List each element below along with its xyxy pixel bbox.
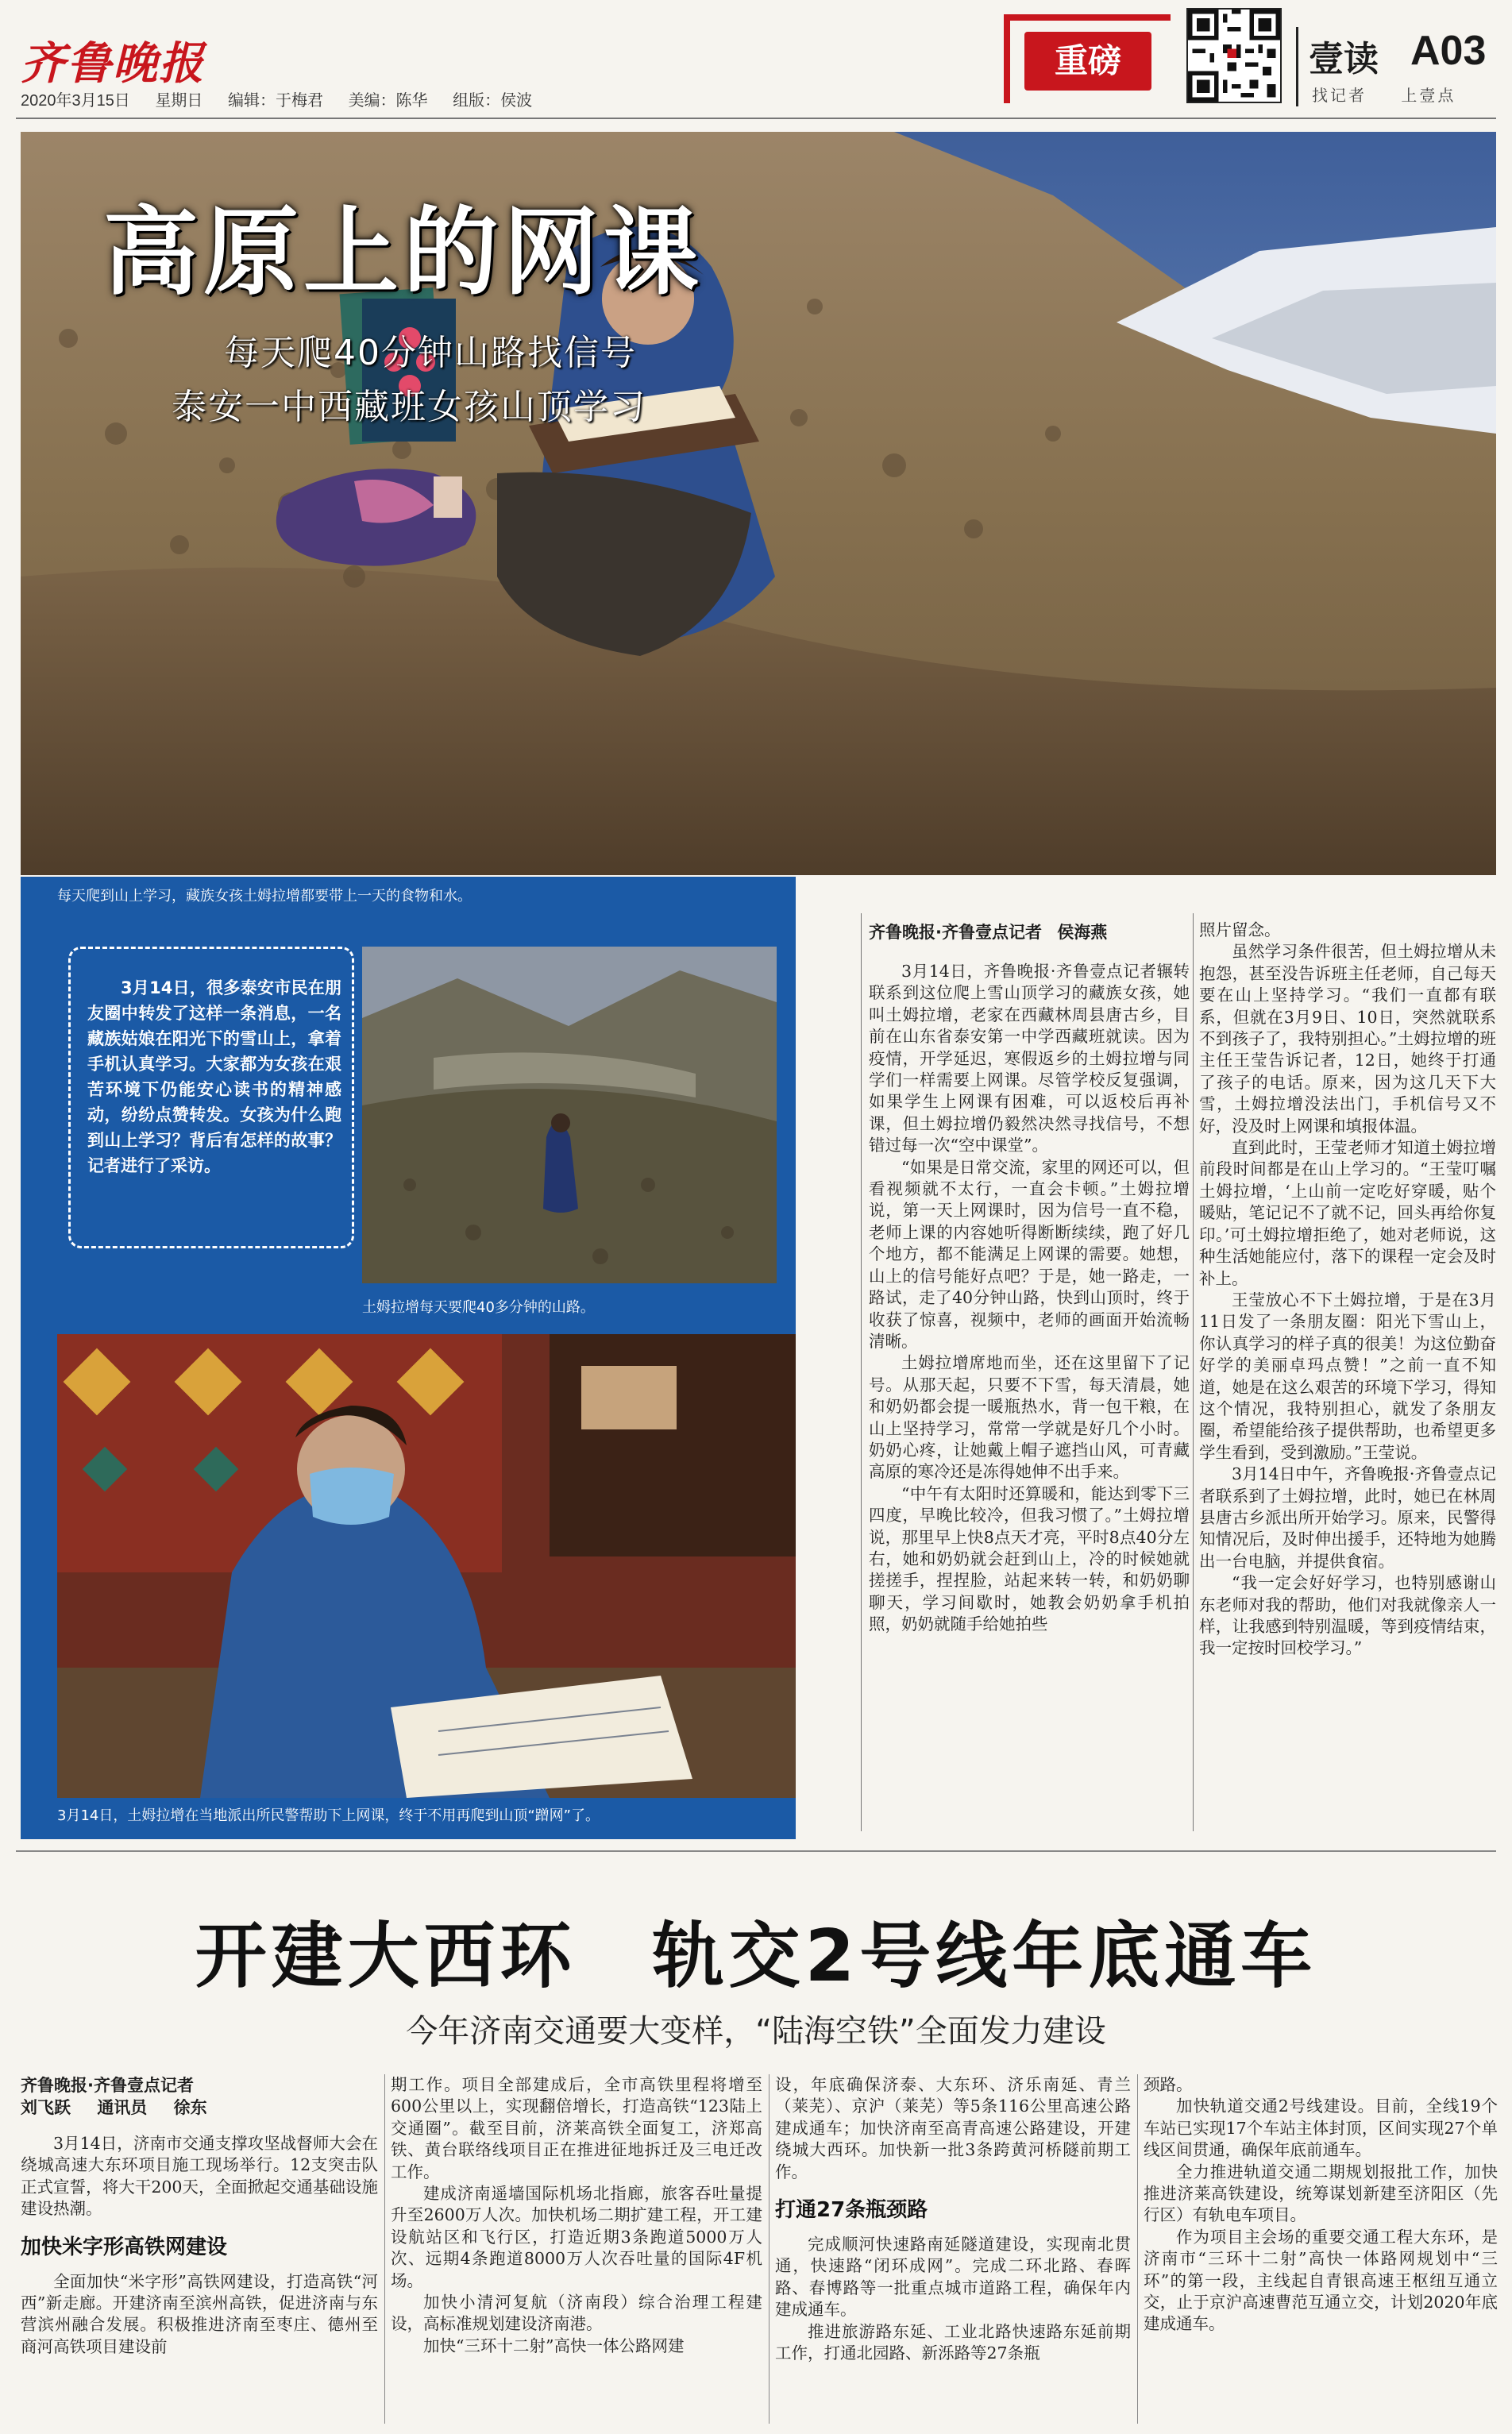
- intro-text: 3月14日，很多泰安市民在朋友圈中转发了这样一条消息，一名藏族姑娘在阳光下的雪山上，拿着手机认真学习。大家都为女孩在艰苦环境下仍能安心读书的精神感动，纷纷点赞转发。女孩为什么跑到山上学习？背后有怎样的故事？记者进行了采访。: [87, 978, 341, 1175]
- issue-weekday: 星期日: [155, 92, 203, 110]
- article1-column-1: [869, 961, 1190, 1636]
- paragraph: 土姆拉增席地而坐，还在这里留下了记号。从那天起，只要不下雪，每天清晨，她和奶奶都会提一暖瓶热水，背一包干粮，在山上坚持学习，常常一学就是好几个小时。奶奶心疼，让她戴上帽子遮挡山风，可青藏高原的寒冷还是冻得她伸不出手来。: [869, 1353, 1190, 1482]
- reporter-name: 刘飞跃: [21, 2098, 71, 2117]
- art-editor-credit: 美编：陈华: [348, 92, 428, 110]
- newspaper-logo: 齐鲁晚报: [21, 37, 205, 90]
- paragraph: 全面加快“米字形”高铁网建设，打造高铁“河西”新走廊。开建济南至滨州高铁，促进济南与东营滨州融合发展。积极推进济南至枣庄、德州至商河高铁项目建设前: [21, 2271, 378, 2356]
- paragraph: 加快轨道交通2号线建设。目前，全线19个车站已实现17个车站主体封顶，区间实现27个单线区间贯通，确保年底前通车。: [1144, 2096, 1498, 2160]
- paragraph: 颈路。: [1144, 2075, 1193, 2094]
- correspondent-name: 徐东: [173, 2098, 207, 2117]
- paragraph: 虽然学习条件很苦，但土姆拉增从未抱怨，甚至没告诉班主任老师，自己每天要在山上坚持学习。“我们一直都有联系，但就在3月9日、10日，突然就联系不到孩子了，我特别担心。”土姆拉增的班主任王莹告诉记者，12日，她终于打通了孩子的电话。原来，因为这几天下大雪，土姆拉增没法出门，手机信号又不好，没及时上网课和填报体温。: [1199, 942, 1496, 1136]
- masthead-rule: [16, 118, 1496, 119]
- issue-date: 2020年3月15日: [21, 92, 130, 110]
- qr-code-icon: [1186, 8, 1282, 103]
- paragraph: 全力推进轨道交通二期规划报批工作，加快推进济莱高铁建设，统筹谋划新建至济阳区（先行区）有轨电车项目。: [1144, 2162, 1498, 2225]
- police-station-caption: 3月14日，土姆拉增在当地派出所民警帮助下上网课，终于不用再爬到山顶“蹭网”了。: [57, 1807, 600, 1824]
- paragraph: “中午有太阳时还算暖和，能达到零下三四度，早晚比较冷，但我习惯了。”土姆拉增说，那里早上快8点天才亮，平时8点40分左右，她和奶奶就会赶到山上，冷的时候她就搓搓手，捏捏脸，站起来转一转，和奶奶聊聊天，学习间歇时，她教会奶奶拿手机拍照，奶奶就随手给她拍些: [869, 1483, 1190, 1634]
- mountain-path-caption: 土姆拉增每天要爬40多分钟的山路。: [362, 1299, 595, 1316]
- slogan-left: 找记者: [1312, 86, 1367, 105]
- paragraph: 加快“三环十二射”高快一体公路网建: [423, 2336, 685, 2355]
- article2-subhead-1: 加快米字形高铁网建设: [21, 2235, 228, 2259]
- article-separator: [16, 1850, 1496, 1852]
- police-station-photo: [57, 1334, 796, 1798]
- paragraph: 王莹放心不下土姆拉增，于是在3月11日发了一条朋友圈：阳光下雪山上，你认真学习的样子真的很美！为这位勤奋好学的美丽卓玛点赞！”之前一直不知道，她是在这么艰苦的环境下学习，得知这个情况，我特别担心，就发了条朋友圈，希望能给孩子提供帮助，也希望更多学生看到，受到激励。”王莹说。: [1199, 1290, 1496, 1462]
- paragraph: 3月14日，齐鲁晚报·齐鲁壹点记者辗转联系到这位爬上雪山顶学习的藏族女孩，她叫土姆拉增，老家在西藏林周县唐古乡，目前在山东省泰安第一中学西藏班就读。因为疫情，开学延迟，寒假返乡的土姆拉增与同学们一样需要上网课。尽管学校反复强调，如果学生上网课有困难，可以返校后再补课，但土姆拉增仍毅然决然寻找信号，不想错过每一次“空中课堂”。: [869, 962, 1190, 1155]
- paragraph: 设，年底确保济泰、大东环、济乐南延、青兰（莱芜）、京沪（莱芜）等5条116公里高速公路建成通车；加快济南至高青高速公路建设，开建绕城大西环。加快新一批3条跨黄河桥隧前期工作。: [775, 2075, 1131, 2181]
- paragraph: 作为项目主会场的重要交通工程大东环，是济南市“三环十二射”高快一体路网规划中“三环”的第一段，主线起自青银高速王枢纽互通立交，止于京沪高速曹范互通立交，计划2020年底建成通车。: [1144, 2227, 1498, 2334]
- article2-column-1: [21, 2074, 378, 2358]
- article2-lead: 3月14日，济南市交通支撑攻坚战督师大会在绕城高速大东环项目施工现场举行。12支突击队正式宣誓，将大干200天，全面掀起交通基础设施建设热潮。: [21, 2134, 378, 2219]
- hero-subtitle-1: 每天爬40分钟山路找信号: [224, 333, 637, 373]
- column-rule: [1137, 2074, 1138, 2424]
- article1-byline-name: 侯海燕: [1057, 923, 1108, 942]
- layout-editor-credit: 组版：侯波: [453, 92, 533, 110]
- article2-subheadline: 今年济南交通要大变样，“陆海空铁”全面发力建设: [406, 2013, 1106, 2050]
- hero-photo: [21, 132, 1496, 875]
- article1-column-2: [1199, 920, 1496, 1660]
- hero-subtitle-2: 泰安一中西藏班女孩山顶学习: [172, 387, 646, 427]
- column-rule: [1193, 913, 1194, 1831]
- masthead-divider: [1296, 27, 1298, 106]
- hero-title: 高原上的网课: [103, 198, 704, 308]
- article2-byline-names: [21, 2096, 378, 2119]
- dateline: [21, 87, 553, 110]
- hero-caption: 每天爬到山上学习，藏族女孩土姆拉增都要带上一天的食物和水。: [57, 888, 472, 905]
- article2-column-4: [1144, 2074, 1498, 2336]
- article1-byline: [869, 920, 1107, 943]
- paragraph: 照片留念。: [1199, 920, 1281, 939]
- paragraph: 加快小清河复航（济南段）综合治理工程建设，高标准规划建设济南港。: [391, 2293, 762, 2334]
- correspondent-label: 通讯员: [97, 2098, 148, 2117]
- article2-byline-org: 齐鲁晚报·齐鲁壹点记者: [21, 2076, 194, 2095]
- page-number: A03: [1410, 28, 1487, 74]
- section-name: 壹读: [1309, 39, 1379, 79]
- slogan-right: 上壹点: [1401, 86, 1456, 105]
- article1-byline-org: 齐鲁晚报·齐鲁壹点记者: [869, 923, 1042, 942]
- paragraph: 推进旅游路东延、工业北路快速路东延前期工作，打通北园路、新泺路等27条瓶: [775, 2321, 1131, 2363]
- paragraph: “我一定会好好学习，也特别感谢山东老师对我的帮助，他们对我就像亲人一样，让我感到特别温暖，等到疫情结束，我一定按时回校学习。”: [1199, 1573, 1496, 1658]
- mountain-path-photo: [362, 947, 777, 1283]
- paragraph: “如果是日常交流，家里的网还可以，但看视频就不太行，一直会卡顿。”土姆拉增说，第一天上网课时，因为信号一直不稳，老师上课的内容她听得断断续续，跑了好几个地方，都不能满足上网课的需要。她想，山上的信号能好点吧？于是，她一路走，一路试，走了40分钟山路，快到山顶时，终于收获了惊喜，视频中，老师的画面开始流畅清晰。: [869, 1157, 1190, 1351]
- article2-headline: 开建大西环 轨交2号线年底通车: [195, 1915, 1317, 1998]
- article2-column-3: [775, 2074, 1131, 2364]
- paragraph: 直到此时，王莹老师才知道土姆拉增前段时间都是在山上学习的。“王莹叮嘱土姆拉增，‘上山前一定吃好穿暖，贴个暖贴，笔记记不了就不记，回头再给你复印。’可土姆拉增拒绝了，她对老师说，这种生活她能应付，落下的课程一定会及时补上。: [1199, 1138, 1496, 1288]
- column-rule: [384, 2074, 385, 2424]
- article2-byline: [21, 2074, 378, 2119]
- paragraph: 3月14日中午，齐鲁晚报·齐鲁壹点记者联系到了土姆拉增，此时，她已在林周县唐古乡派出所开始学习。原来，民警得知情况后，及时伸出援手，还特地为她腾出一台电脑，并提供食宿。: [1199, 1464, 1496, 1571]
- paragraph: 完成顺河快速路南延隧道建设，实现南北贯通，快速路“闭环成网”。完成二环北路、春晖路、春博路等一批重点城市道路工程，确保年内建成通车。: [775, 2235, 1131, 2320]
- column-tag: 重磅: [1024, 32, 1151, 91]
- photo-panel: [21, 877, 796, 1839]
- paragraph: 建成济南遥墙国际机场北指廊，旅客吞吐量提升至2600万人次。加快机场二期扩建工程，开工建设航站区和飞行区，打造近期3条跑道5000万人次、远期4条跑道8000万人次吞吐量的国际4F机场。: [391, 2184, 762, 2290]
- masthead: [0, 0, 1512, 127]
- article2-subhead-2: 打通27条瓶颈路: [775, 2198, 928, 2223]
- column-rule: [769, 2074, 770, 2424]
- editor-credit: 编辑：于梅君: [228, 92, 323, 110]
- paragraph: 期工作。项目全部建成后，全市高铁里程将增至600公里以上，实现翻倍增长，打造高铁“123陆上交通圈”。截至目前，济莱高铁全面复工，济郑高铁、黄台联络线项目正在推进征地拆迁及三电迁改工作。: [391, 2075, 762, 2181]
- column-rule: [861, 913, 862, 1831]
- masthead-slogan: [1312, 83, 1483, 106]
- article2-column-2: [391, 2074, 762, 2357]
